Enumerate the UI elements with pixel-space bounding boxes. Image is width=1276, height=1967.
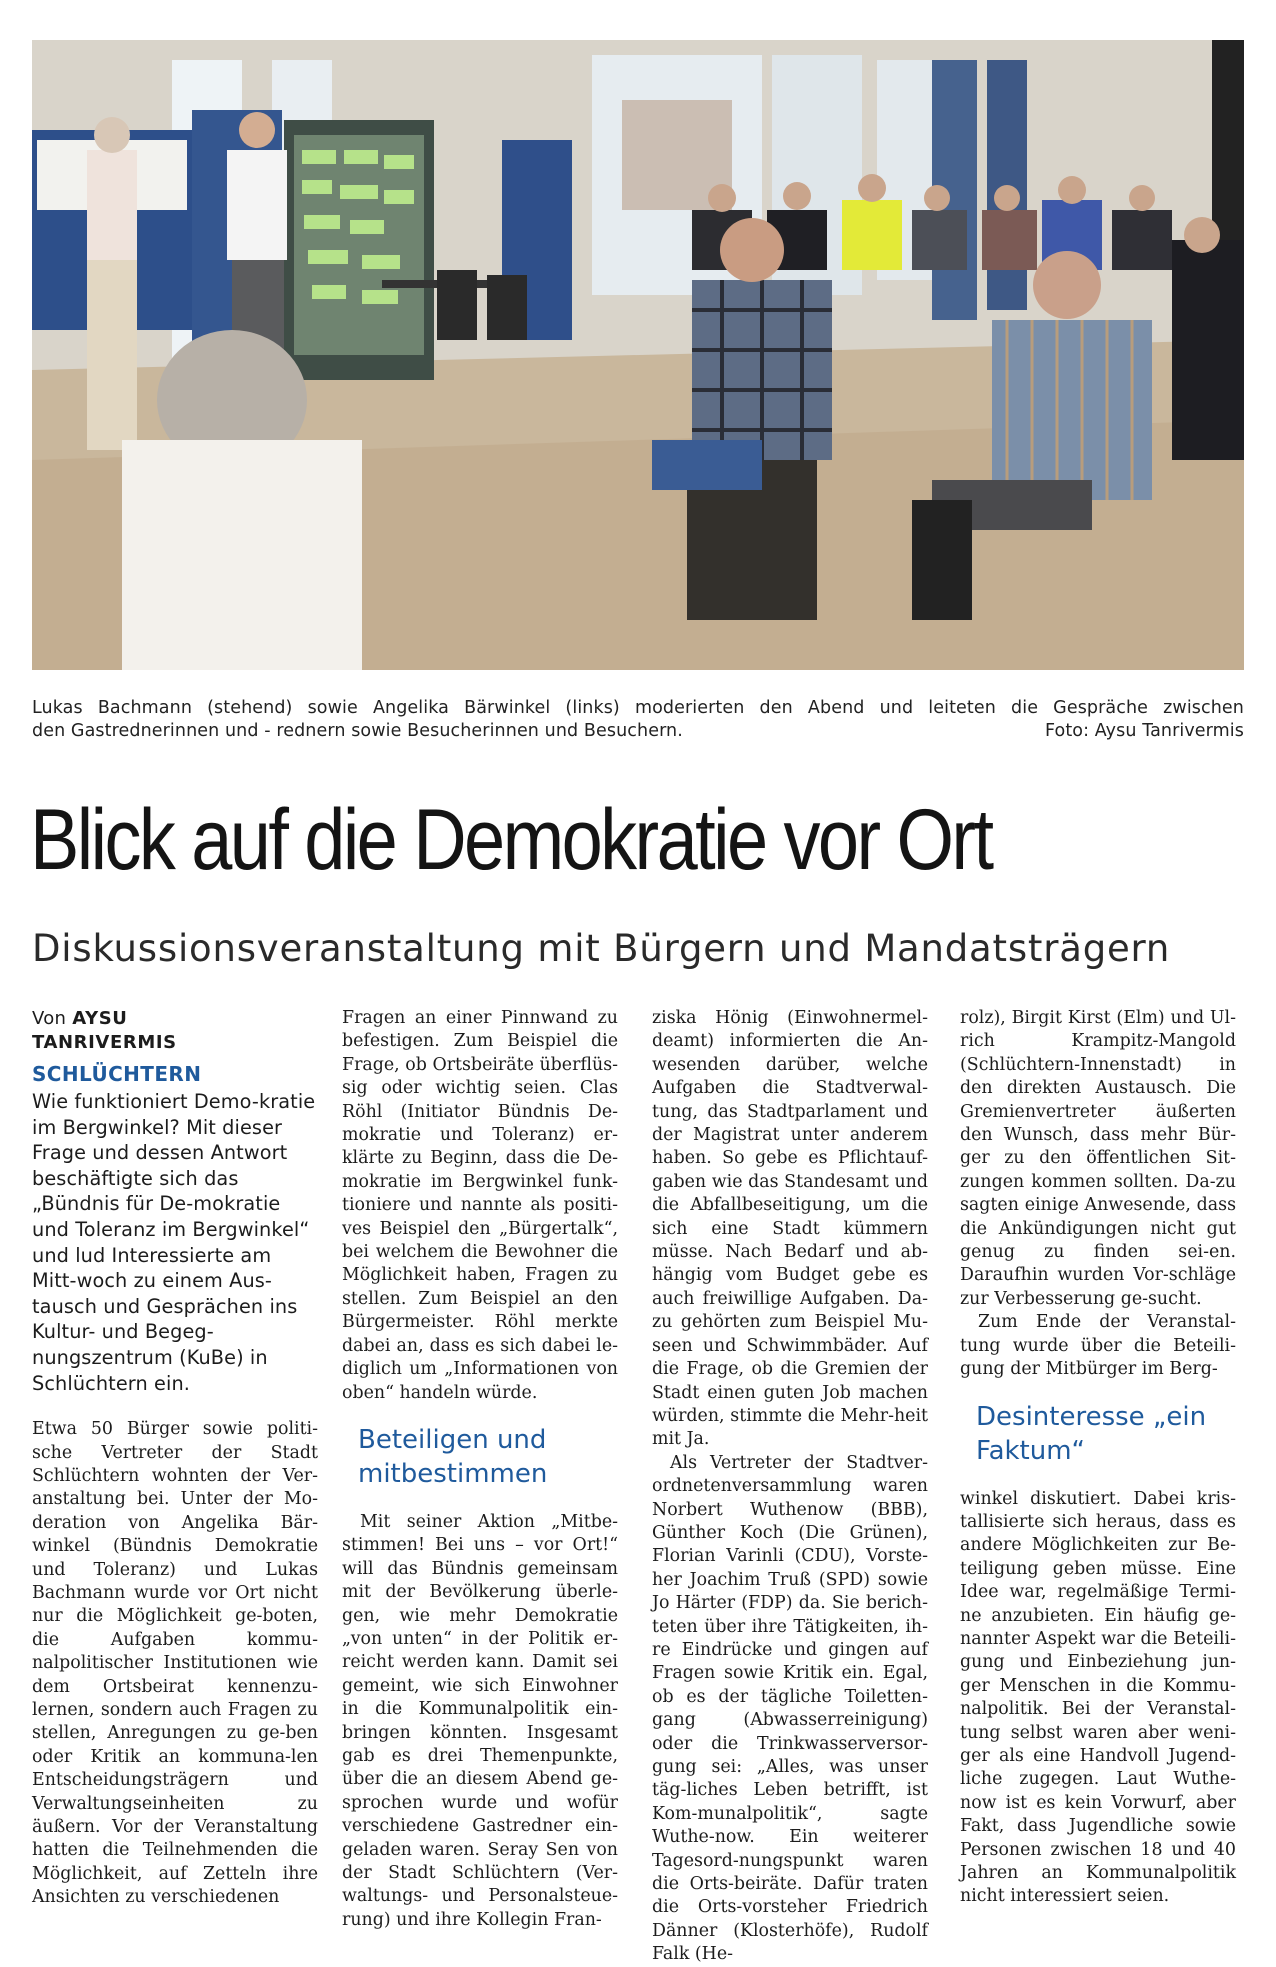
byline-prefix: Von bbox=[32, 1008, 67, 1029]
paragraph: rolz), Birgit Kirst (Elm) und Ul-rich Krampitz-Mangold (Schlüchtern-Innenstadt) in den direkten Austausch. Die Gremienvertreter äußerten den Wunsch, dass mehr Bür-ger zu den öffentlichen Sit-zungen kommen sollten. Da-zu sagten einige Anwesende, dass die Ankündigungen nicht gut genug zu finden sei-en. Daraufhin wurden Vor-schläge zur Verbesserung ge-sucht. bbox=[960, 1008, 1236, 1309]
article-photo bbox=[32, 40, 1244, 670]
paragraph: Mit seiner Aktion „Mitbe-stimmen! Bei uns – vor Ort!“ will das Bündnis gemeinsam mit der Bevölkerung überle-gen, wie mehr Demokratie „von unten“ in der Politik er-reicht werden kann. Damit sei gemeint, wie sich Einwohner in die Kommunalpolitik ein-bringen könnten. Insgesamt gab es drei Themenpunkte, über die an diesem Abend ge-sprochen wurde und wofür verschiedene Gastredner ein-geladen waren. Seray Sen von der Stadt Schlüchtern (Ver-waltungs- und Personalsteue-rung) und ihre Kollegin Fran- bbox=[342, 1511, 618, 1930]
column-4 bbox=[960, 1007, 1236, 1909]
byline-author-last: TANRIVERMIS bbox=[32, 1032, 177, 1053]
paragraph: winkel diskutiert. Dabei kris-tallisierte sich heraus, dass es andere Möglichkeiten zur Be-teiligung geben müsse. Eine Idee war, regelmäßige Termi-ne anzubieten. Ein häufig ge-nannter Aspekt war die Beteili-gung und Einbeziehung jun-ger Menschen in die Kommu-nalpolitik. Bei der Veranstal-tung selbst waren aber weni-ger als eine Handvoll Jugend-liche zugegen. Laut Wuthe-now ist es kein Vorwurf, aber Fakt, dass Jugendliche sowie Personen zwischen 18 und 40 Jahren an Kommunalpolitik nicht interessiert seien. bbox=[960, 1488, 1236, 1907]
byline-author-first: AYSU bbox=[72, 1008, 128, 1029]
dateline-place: SCHLÜCHTERN bbox=[32, 1062, 202, 1086]
section-heading: Desinteresse „ein Faktum“ bbox=[976, 1401, 1207, 1466]
column-1 bbox=[32, 1007, 318, 1910]
lead-paragraph: Wie funktioniert Demo-kratie im Bergwinkel? Mit dieser Frage und dessen Antwort beschäftigte sich das „Bündnis für De-mokratie und Toleranz im Bergwinkel“ und lud Interessierte am Mitt-woch zu einem Aus-tausch und Gesprächen ins Kultur- und Begeg-nungszentrum (KuBe) in Schlüchtern ein. bbox=[32, 1090, 316, 1395]
byline bbox=[32, 1007, 318, 1055]
caption-line-1: Lukas Bachmann (stehend) sowie Angelika Bärwinkel (links) moderierten den Abend und leiteten die Gespräche zwischen bbox=[32, 698, 1244, 718]
column-2 bbox=[342, 1007, 618, 1932]
column-3 bbox=[652, 1007, 928, 1967]
paragraph: Als Vertreter der Stadtver-ordnetenversammlung waren Norbert Wuthenow (BBB), Günther Koch (Die Grünen), Florian Varinli (CDU), Vorste-her Joachim Truß (SPD) sowie Jo Härter (FDP) da. Sie berich-teten über ihre Tätigkeiten, ih-re Eindrücke und gingen auf Fragen sowie Kritik ein. Egal, ob es der tägliche Toiletten-gang (Abwasserreinigung) oder die Trinkwasserversor-gung sei: „Alles, was unser täg-liches Leben betrifft, ist Kom-munalpolitik“, sagte Wuthe-now. Ein weiterer Tagesord-nungspunkt waren die Orts-beiräte. Dafür traten die Orts-vorsteher Friedrich Dänner (Klosterhöfe), Rudolf Falk (He- bbox=[652, 1452, 928, 1965]
photo-credit: Foto: Aysu Tanrivermis bbox=[1045, 721, 1244, 741]
subheadline: Diskussionsveranstaltung mit Bürgern und Mandatsträgern bbox=[32, 927, 1171, 970]
paragraph: Etwa 50 Bürger sowie politi-sche Vertreter der Stadt Schlüchtern wohnten der Ver-anstaltung bei. Unter der Mo-deration von Angelika Bär-winkel (Bündnis Demokratie und Toleranz) und Lukas Bachmann wurde vor Ort nicht nur die Möglichkeit ge-boten, die Aufgaben kommu-nalpolitischer Institutionen wie dem Ortsbeirat kennenzu-lernen, sondern auch Fragen zu stellen, Anregungen zu ge-ben oder Kritik an kommuna-len Entscheidungsträgern und Verwaltungseinheiten zu äußern. Vor der Veranstaltung hatten die Teilnehmenden die Möglichkeit, auf Zetteln ihre Ansichten zu verschiedenen bbox=[32, 1419, 318, 1908]
headline: Blick auf die Demokratie vor Ort bbox=[30, 792, 992, 888]
caption-line-2: den Gastrednerinnen und - rednern sowie Besucherinnen und Besuchern. bbox=[32, 721, 683, 741]
paragraph: Zum Ende der Veranstal-tung wurde über die Beteili-gung der Mitbürger im Berg- bbox=[960, 1312, 1236, 1380]
event-photo-icon bbox=[32, 40, 1244, 670]
paragraph: ziska Hönig (Einwohnermel-deamt) informierten die An-wesenden darüber, welche Aufgaben die Stadtverwal-tung, das Stadtparlament und der Magistrat unter anderem haben. So gebe es Pflichtauf-gaben wie das Standesamt und die Abfallbeseitigung, um die sich eine Stadt kümmern müsse. Nach Bedarf und ab-hängig vom Budget gebe es auch freiwillige Aufgaben. Da-zu gehörten zum Beispiel Mu-seen und Schwimmbäder. Auf die Frage, ob die Gremien der Stadt einen guten Job machen würden, stimmte die Mehr-heit mit Ja. bbox=[652, 1008, 928, 1450]
photo-caption bbox=[32, 697, 1244, 743]
paragraph: Fragen an einer Pinnwand zu befestigen. Zum Beispiel die Frage, ob Ortsbeiräte überflüs-sig oder wichtig seien. Clas Röhl (Initiator Bündnis De-mokratie und Toleranz) er-klärte zu Beginn, dass die De-mokratie im Bergwinkel funk-tioniere und nannte als positi-ves Beispiel den „Bürgertalk“, bei welchem die Bewohner die Möglichkeit haben, Fragen zu stellen. Zum Beispiel an den Bürgermeister. Röhl merkte dabei an, dass es sich dabei le-diglich um „Informationen von oben“ handeln würde. bbox=[342, 1008, 618, 1403]
section-heading: Beteiligen und mitbestimmen bbox=[358, 1424, 548, 1489]
